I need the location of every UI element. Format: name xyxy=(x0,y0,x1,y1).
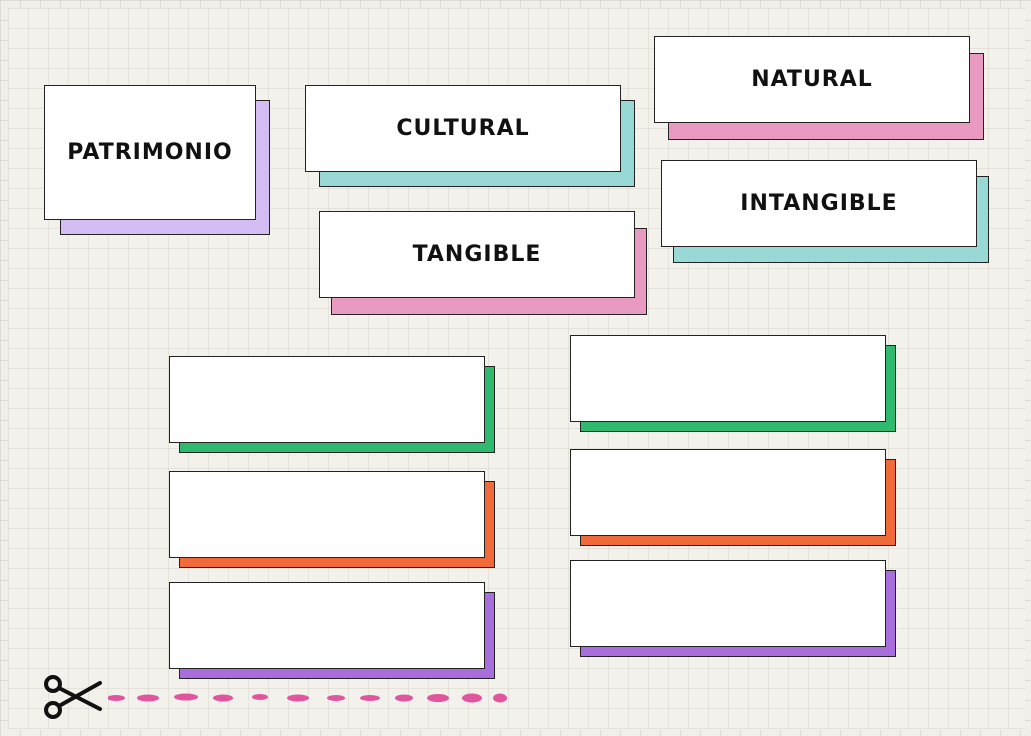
card-face xyxy=(169,582,485,669)
card-face xyxy=(169,356,485,443)
cut-line xyxy=(108,690,508,706)
card-face xyxy=(654,36,970,123)
card-face xyxy=(305,85,621,172)
card-face xyxy=(570,560,886,647)
card-face xyxy=(319,211,635,298)
card-label-natural: NATURAL xyxy=(751,67,873,92)
scissors-icon xyxy=(40,673,104,721)
card-face xyxy=(570,449,886,536)
card-face xyxy=(661,160,977,247)
card-label-tangible: TANGIBLE xyxy=(412,242,542,267)
card-label-cultural: CULTURAL xyxy=(396,116,530,141)
card-face xyxy=(44,85,256,220)
card-face xyxy=(169,471,485,558)
card-label-intangible: INTANGIBLE xyxy=(740,191,898,216)
card-face xyxy=(570,335,886,422)
card-label-patrimonio: PATRIMONIO xyxy=(67,140,233,165)
